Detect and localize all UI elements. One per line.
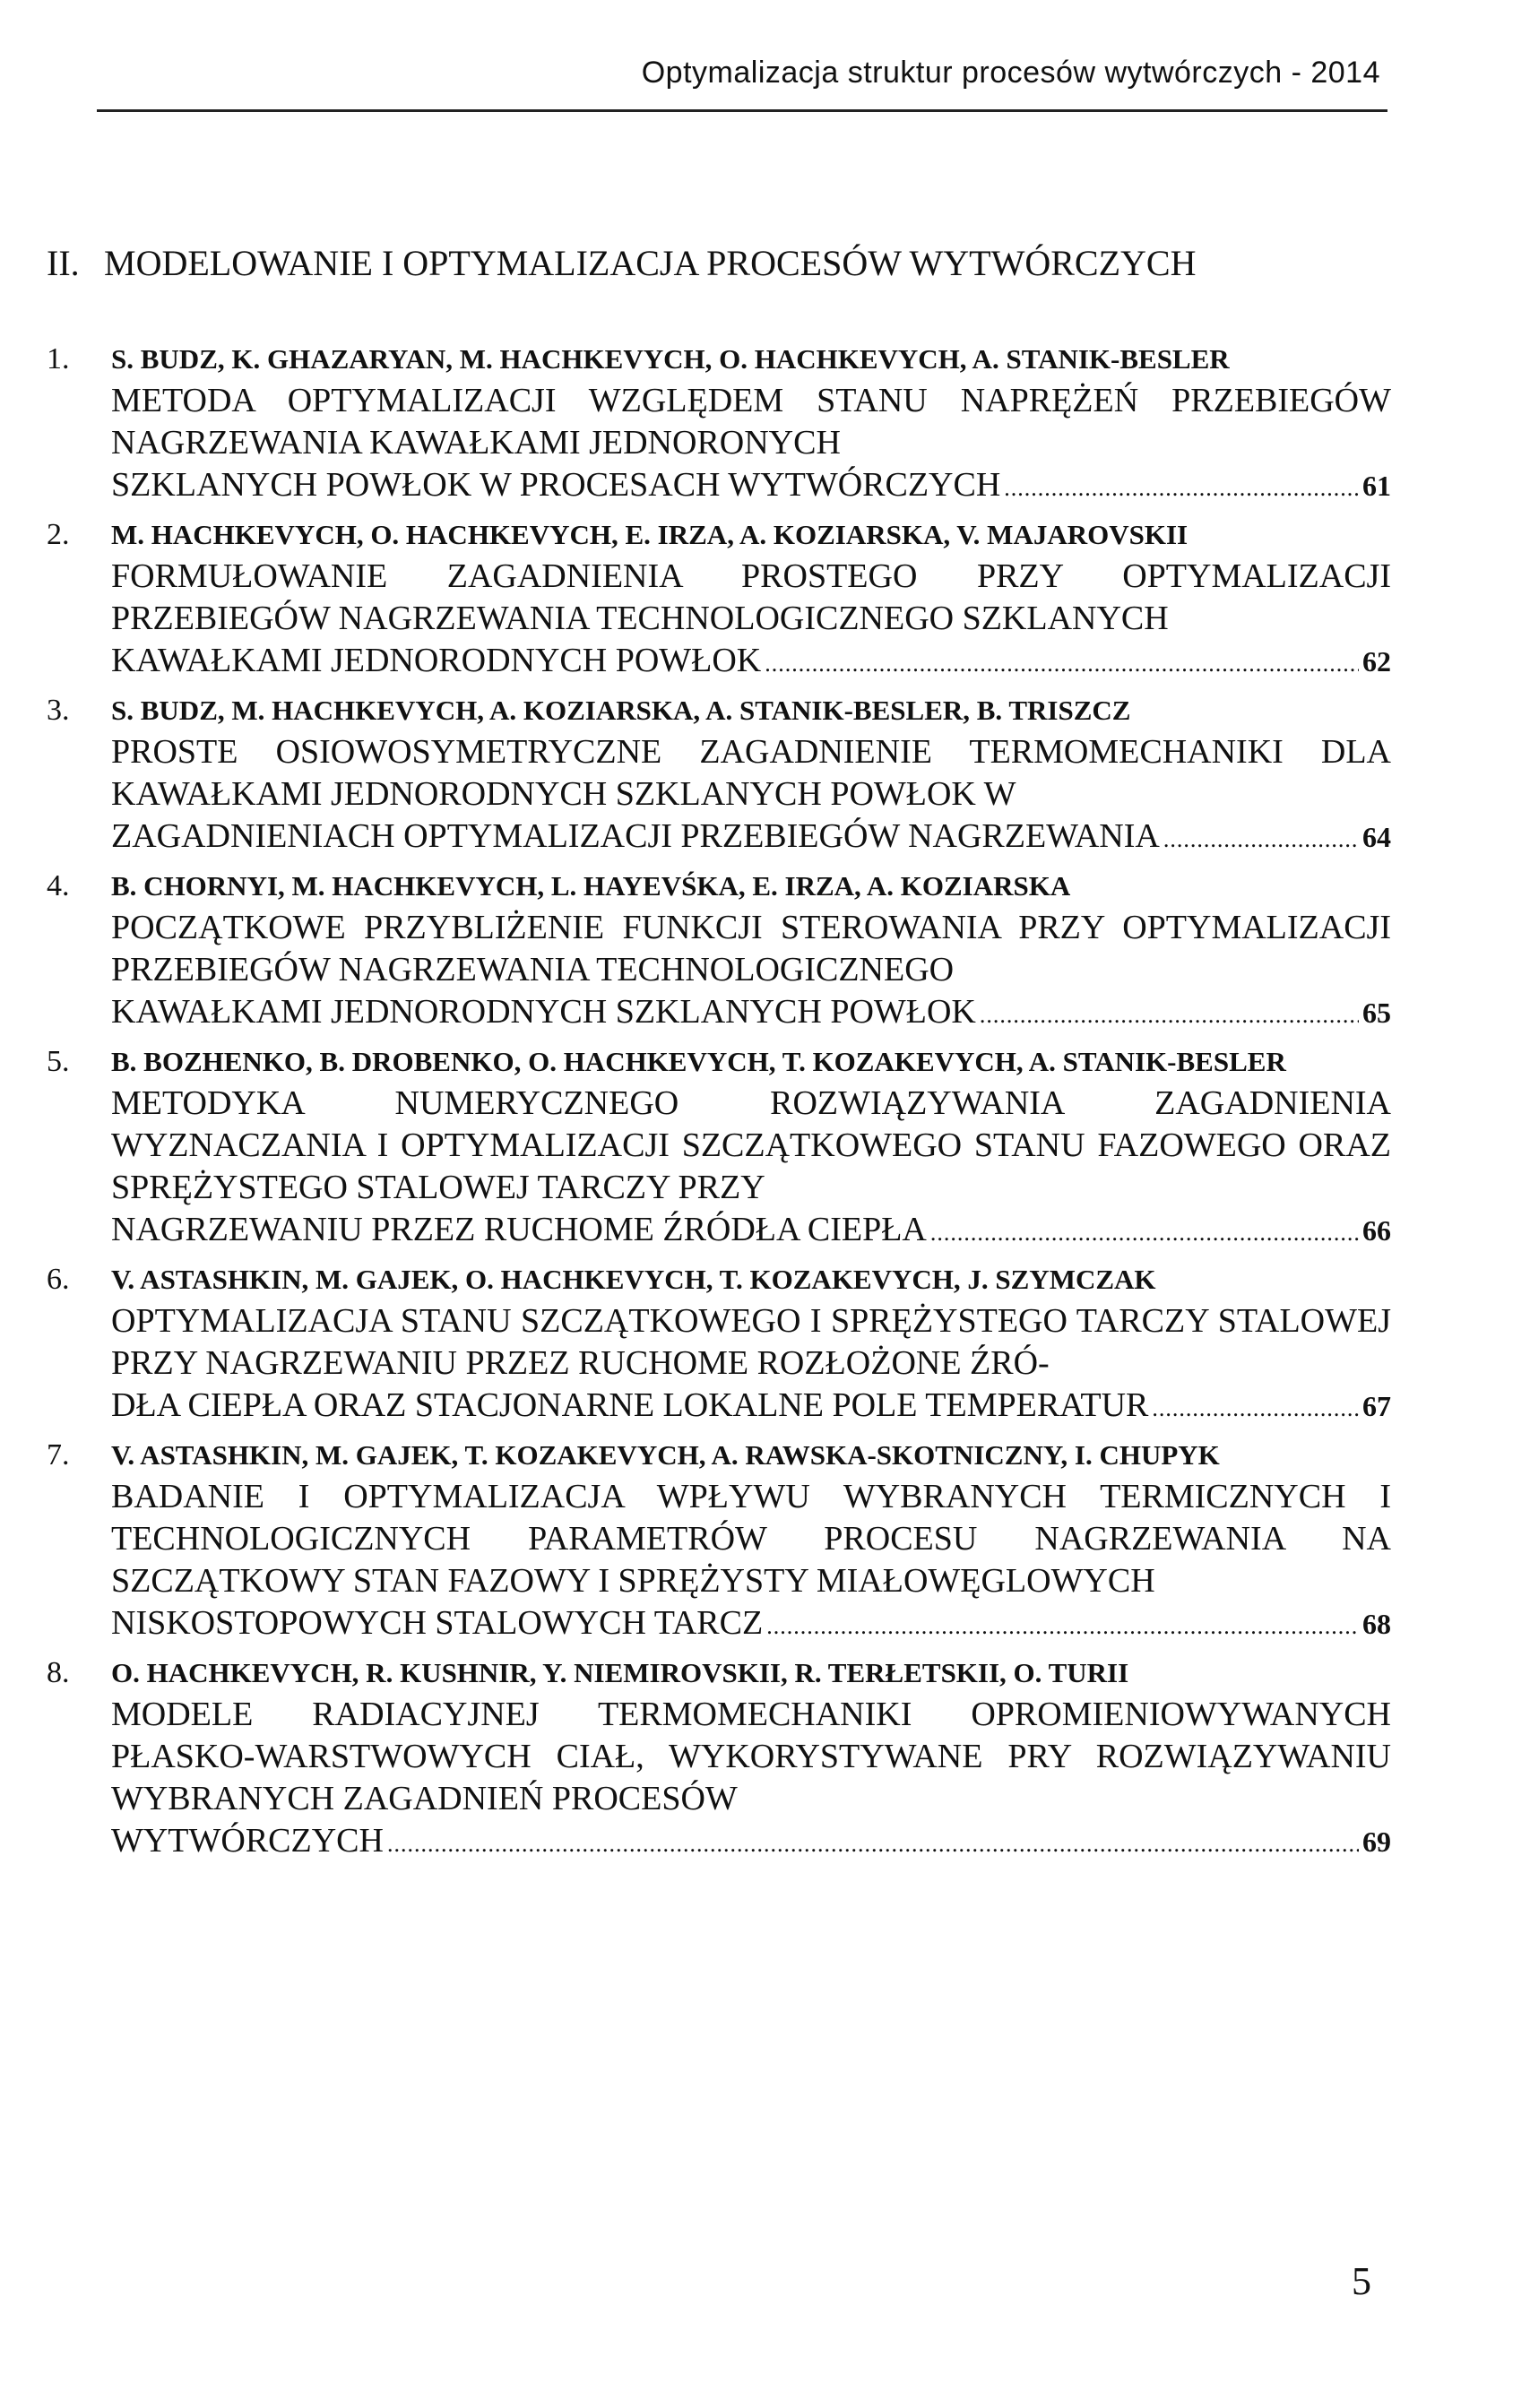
entry-title-last-line xyxy=(111,1602,1391,1647)
dot-leader xyxy=(387,1823,1359,1865)
toc-entry xyxy=(47,339,1391,509)
entry-body xyxy=(111,1653,1391,1865)
section-title: MODELOWANIE I OPTYMALIZACJA PROCESÓW WYTWÓRCZYCH xyxy=(104,243,1197,283)
section-number: II. xyxy=(47,243,80,283)
entry-page: 62 xyxy=(1362,645,1391,678)
table-of-contents xyxy=(47,339,1391,1870)
toc-entry xyxy=(47,1041,1391,1254)
toc-entry xyxy=(47,1259,1391,1429)
entry-authors: V. ASTASHKIN, M. GAJEK, T. KOZAKEVYCH, A. RAWSKA-SKOTNICZNY, I. CHUPYK xyxy=(111,1439,1220,1471)
entry-title: BADANIE I OPTYMALIZACJA WPŁYWU WYBRANYCH TERMICZNYCH I TECHNOLOGICZNYCH PARAMETRÓW PROCESU NAGRZEWANIA NA SZCZĄTKOWY STAN FAZOWY I SPRĘŻYSTY MIAŁOWĘGLOWYCH xyxy=(111,1478,1391,1600)
entry-title: OPTYMALIZACJA STANU SZCZĄTKOWEGO I SPRĘŻYSTEGO TARCZY STALOWEJ PRZY NAGRZEWANIU PRZEZ RUCHOME ROZŁOŻONE ŹRÓ- xyxy=(111,1302,1391,1382)
entry-title: MODELE RADIACYJNEJ TERMOMECHANIKI OPROMIENIOWYWANYCH PŁASKO-WARSTWOWYCH CIAŁ, WYKORYSTYWANE PRY ROZWIĄZYWANIU WYBRANYCH ZAGADNIEŃ PROCESÓW xyxy=(111,1696,1391,1817)
entry-title-last-line xyxy=(111,464,1391,509)
entry-title-last-line xyxy=(111,1385,1391,1429)
entry-authors: V. ASTASHKIN, M. GAJEK, O. HACHKEVYCH, T. KOZAKEVYCH, J. SZYMCZAK xyxy=(111,1264,1156,1295)
toc-entry xyxy=(47,514,1391,685)
entry-title-end: KAWAŁKAMI JEDNORODNYCH POWŁOK xyxy=(111,642,762,679)
entry-authors: O. HACHKEVYCH, R. KUSHNIR, Y. NIEMIROVSKII, R. TERŁETSKII, O. TURII xyxy=(111,1657,1129,1688)
entry-title-end: DŁA CIEPŁA ORAZ STACJONARNE LOKALNE POLE TEMPERATUR xyxy=(111,1386,1149,1424)
entry-title: POCZĄTKOWE PRZYBLIŻENIE FUNKCJI STEROWANIA PRZY OPTYMALIZACJI PRZEBIEGÓW NAGRZEWANIA TECHNOLOGICZNEGO xyxy=(111,909,1391,988)
entry-body xyxy=(111,1041,1391,1254)
entry-title-end: NISKOSTOPOWYCH STALOWYCH TARCZ xyxy=(111,1604,764,1642)
dot-leader xyxy=(1152,1387,1359,1429)
entry-number: 4. xyxy=(47,869,70,902)
dot-leader xyxy=(980,994,1359,1036)
entry-title-last-line xyxy=(111,1820,1391,1865)
entry-title: FORMUŁOWANIE ZAGADNIENIA PROSTEGO PRZY OPTYMALIZACJI PRZEBIEGÓW NAGRZEWANIA TECHNOLOGICZNEGO SZKLANYCH xyxy=(111,557,1391,637)
entry-page: 68 xyxy=(1362,1608,1391,1640)
entry-number: 3. xyxy=(47,694,70,727)
entry-body xyxy=(111,514,1391,685)
entry-title: METODYKA NUMERYCZNEGO ROZWIĄZYWANIA ZAGADNIENIA WYZNACZANIA I OPTYMALIZACJI SZCZĄTKOWEGO STANU FAZOWEGO ORAZ SPRĘŻYSTEGO STALOWEJ TARCZY PRZY xyxy=(111,1084,1391,1206)
entry-body xyxy=(111,1259,1391,1429)
entry-authors: B. BOZHENKO, B. DROBENKO, O. HACHKEVYCH, T. KOZAKEVYCH, A. STANIK-BESLER xyxy=(111,1046,1286,1077)
page-number: 5 xyxy=(1352,2259,1371,2303)
entry-page: 67 xyxy=(1362,1390,1391,1422)
entry-page: 69 xyxy=(1362,1825,1391,1858)
entry-title-last-line xyxy=(111,640,1391,685)
dot-leader xyxy=(765,643,1359,685)
entry-authors: B. CHORNYI, M. HACHKEVYCH, L. HAYEVŚKA, E. IRZA, A. KOZIARSKA xyxy=(111,870,1071,902)
entry-number: 5. xyxy=(47,1045,70,1078)
entry-title-end: SZKLANYCH POWŁOK W PROCESACH WYTWÓRCZYCH xyxy=(111,466,1001,504)
entry-page: 64 xyxy=(1362,821,1391,853)
entry-title-last-line xyxy=(111,1209,1391,1254)
entry-authors: S. BUDZ, K. GHAZARYAN, M. HACHKEVYCH, O. HACHKEVYCH, A. STANIK-BESLER xyxy=(111,343,1230,375)
entry-page: 65 xyxy=(1362,997,1391,1029)
entry-authors: S. BUDZ, M. HACHKEVYCH, A. KOZIARSKA, A. STANIK-BESLER, B. TRISZCZ xyxy=(111,695,1131,726)
dot-leader xyxy=(1004,467,1359,509)
entry-page: 66 xyxy=(1362,1214,1391,1247)
entry-title-end: ZAGADNIENIACH OPTYMALIZACJI PRZEBIEGÓW NAGRZEWANIA xyxy=(111,817,1160,855)
section-heading xyxy=(47,242,1391,284)
entry-number: 1. xyxy=(47,342,70,375)
entry-number: 8. xyxy=(47,1656,70,1689)
dot-leader xyxy=(930,1212,1359,1254)
entry-body xyxy=(111,1435,1391,1647)
dot-leader xyxy=(1163,818,1359,860)
running-header xyxy=(97,52,1387,112)
toc-entry xyxy=(47,690,1391,860)
toc-entry xyxy=(47,1653,1391,1865)
entry-title-last-line xyxy=(111,991,1391,1036)
entry-authors: M. HACHKEVYCH, O. HACHKEVYCH, E. IRZA, A. KOZIARSKA, V. MAJAROVSKII xyxy=(111,519,1189,550)
entry-title-end: NAGRZEWANIU PRZEZ RUCHOME ŹRÓDŁA CIEPŁA xyxy=(111,1211,927,1248)
entry-title-end: WYTWÓRCZYCH xyxy=(111,1822,384,1860)
entry-title-end: KAWAŁKAMI JEDNORODNYCH SZKLANYCH POWŁOK xyxy=(111,993,976,1031)
entry-body xyxy=(111,339,1391,509)
entry-body xyxy=(111,866,1391,1036)
entry-number: 7. xyxy=(47,1438,70,1472)
toc-entry xyxy=(47,1435,1391,1647)
entry-number: 2. xyxy=(47,518,70,551)
entry-page: 61 xyxy=(1362,470,1391,502)
entry-title-last-line xyxy=(111,816,1391,860)
entry-number: 6. xyxy=(47,1263,70,1296)
entry-body xyxy=(111,690,1391,860)
toc-entry xyxy=(47,866,1391,1036)
entry-title: METODA OPTYMALIZACJI WZGLĘDEM STANU NAPRĘŻEŃ PRZEBIEGÓW NAGRZEWANIA KAWAŁKAMI JEDNORONYCH xyxy=(111,382,1391,462)
running-header-title: Optymalizacja struktur procesów wytwórczych - 2014 xyxy=(641,56,1380,90)
entry-title: PROSTE OSIOWOSYMETRYCZNE ZAGADNIENIE TERMOMECHANIKI DLA KAWAŁKAMI JEDNORODNYCH SZKLANYCH POWŁOK W xyxy=(111,733,1391,813)
dot-leader xyxy=(766,1605,1359,1647)
